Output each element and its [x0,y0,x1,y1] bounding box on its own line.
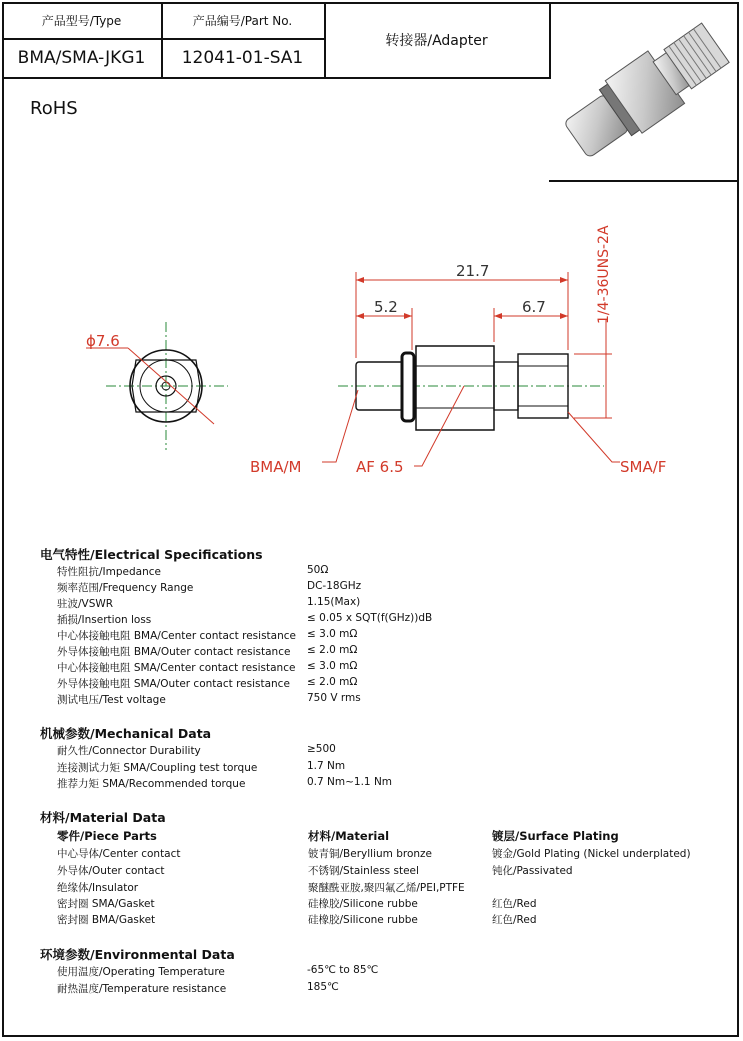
part-value: 12041-01-SA1 [181,47,304,68]
material-material: 铍青铜/Beryllium bronze [308,848,433,860]
material-part: 密封圈 BMA/Gasket [57,914,156,926]
product-photo-cell [549,2,739,182]
front-diameter-label: ϕ7.6 [86,332,120,350]
dim-left: 5.2 [374,298,398,316]
sma-label: SMA/F [620,458,667,476]
part-value-cell [161,38,326,79]
front-view [86,322,228,450]
bma-label: BMA/M [250,458,302,476]
material-part: 密封圈 SMA/Gasket [57,898,155,910]
material-material: 硅橡胶/Silicone rubbe [308,898,418,910]
description-cell [324,2,551,79]
material-part: 中心导体/Center contact [57,848,181,860]
material-col-plating: 镀层/Surface Plating [492,829,619,843]
side-view [250,225,666,476]
dim-right: 6.7 [522,298,546,316]
type-value-cell [2,38,163,79]
environmental-title: 环境参数/Environmental Data [40,947,235,962]
thread-label: 1/4-36UNS-2A [596,225,612,324]
material-title: 材料/Material Data [40,810,166,825]
material-col-material: 材料/Material [308,829,390,843]
type-label-cell [2,2,163,40]
technical-drawing [0,190,743,520]
material-part: 外导体/Outer contact [57,865,165,877]
electrical-title: 电气特性/Electrical Specifications [40,547,263,562]
material-material: 不锈钢/Stainless steel [308,865,419,877]
mechanical-title: 机械参数/Mechanical Data [40,726,212,741]
material-part: 绝缘体/Insulator [57,882,139,894]
description: 转接器/Adapter [385,32,488,49]
material-plating: 镀金/Gold Plating (Nickel underplated) [492,848,691,860]
material-material: 聚醚酰亚胺,聚四氟乙烯/PEI,PTFE [308,882,465,894]
rohs-mark: RoHS [30,98,78,119]
material-col-part: 零件/Piece Parts [57,829,157,843]
part-label: 产品编号/Part No. [192,13,293,28]
material-plating: 红色/Red [492,898,537,910]
material-material: 硅橡胶/Silicone rubbe [308,914,418,926]
dim-total: 21.7 [456,262,490,280]
type-label: 产品型号/Type [41,13,122,28]
af-label: AF 6.5 [356,458,404,476]
part-label-cell [161,2,326,40]
material-plating: 红色/Red [492,914,537,926]
type-value: BMA/SMA-JKG1 [17,47,146,68]
material-plating: 钝化/Passivated [492,865,573,877]
adapter-photo [550,3,736,179]
